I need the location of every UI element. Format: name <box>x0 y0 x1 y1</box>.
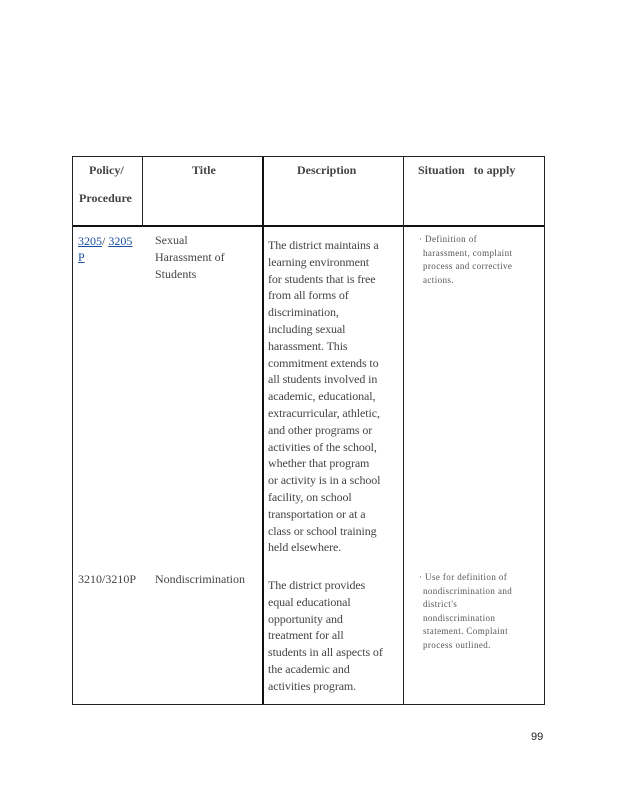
description-line: whether that program <box>268 456 370 471</box>
page-number: 99 <box>531 731 544 743</box>
title-line: Students <box>155 267 197 281</box>
description-line: from all forms of <box>268 288 349 303</box>
situation-line: actions. <box>423 274 454 285</box>
description-line: or activity is in a school <box>268 473 381 488</box>
row1-description <box>268 237 380 556</box>
policy-table <box>72 156 545 705</box>
table-row-policy-3205 <box>78 233 142 265</box>
situation-line: district's <box>423 599 458 609</box>
policy-separator: / <box>102 234 109 248</box>
header-situation: Situation to apply <box>418 163 516 177</box>
description-line: held elsewhere. <box>268 540 342 555</box>
description-line: The district provides <box>268 578 366 592</box>
description-line: for students that is free <box>268 271 376 286</box>
header-title: Title <box>192 163 216 177</box>
description-line: treatment for all <box>268 628 344 643</box>
row1-title <box>155 232 225 283</box>
policy-link-3205[interactable]: 3205 <box>78 234 102 248</box>
column-divider <box>142 157 143 227</box>
description-line: students in all aspects of <box>268 645 383 660</box>
row2-situation <box>419 571 513 652</box>
description-line: and other programs or <box>268 422 373 437</box>
description-line: including sexual <box>268 321 346 336</box>
description-line: harassment. This <box>268 338 348 353</box>
table-row-policy-3210: 3210/3210P <box>78 572 137 586</box>
description-line: class or school training <box>268 523 377 538</box>
situation-line: nondiscrimination and <box>423 585 513 596</box>
description-line: commitment extends to <box>268 355 379 370</box>
description-line: learning environment <box>268 254 369 269</box>
situation-line: harassment, complaint <box>423 247 513 258</box>
column-divider <box>262 157 264 704</box>
header-policy-line2: Procedure <box>79 191 132 205</box>
description-line: discrimination, <box>268 305 339 320</box>
description-line: facility, on school <box>268 489 352 504</box>
description-line: The district maintains a <box>268 238 379 252</box>
header-policy-line1: Policy/ <box>89 163 124 177</box>
procedure-link-3205p-suffix[interactable]: P <box>78 250 85 264</box>
description-line: equal educational <box>268 594 351 609</box>
column-divider <box>403 157 404 704</box>
description-line: the academic and <box>268 661 350 676</box>
description-line: activities program. <box>268 678 357 693</box>
situation-line: · Definition of <box>419 234 477 244</box>
row2-title: Nondiscrimination <box>155 572 245 586</box>
title-line: Harassment of <box>155 250 225 264</box>
situation-line: process and corrective <box>423 261 513 271</box>
title-line: Sexual <box>155 233 188 247</box>
description-line: activities of the school, <box>268 439 377 454</box>
procedure-link-3205p[interactable]: 3205 <box>108 234 133 248</box>
header-description: Description <box>297 163 357 177</box>
situation-line: nondiscrimination <box>423 612 496 623</box>
situation-line: process outlined. <box>423 639 491 650</box>
description-line: all students involved in <box>268 372 378 387</box>
row1-situation <box>419 233 513 287</box>
situation-line: statement. Complaint <box>423 626 508 636</box>
row2-description <box>268 577 383 695</box>
description-line: transportation or at a <box>268 506 366 521</box>
description-line: extracurricular, athletic, <box>268 405 380 420</box>
description-line: academic, educational, <box>268 389 376 404</box>
situation-line: · Use for definition of <box>419 572 508 582</box>
description-line: opportunity and <box>268 611 343 626</box>
